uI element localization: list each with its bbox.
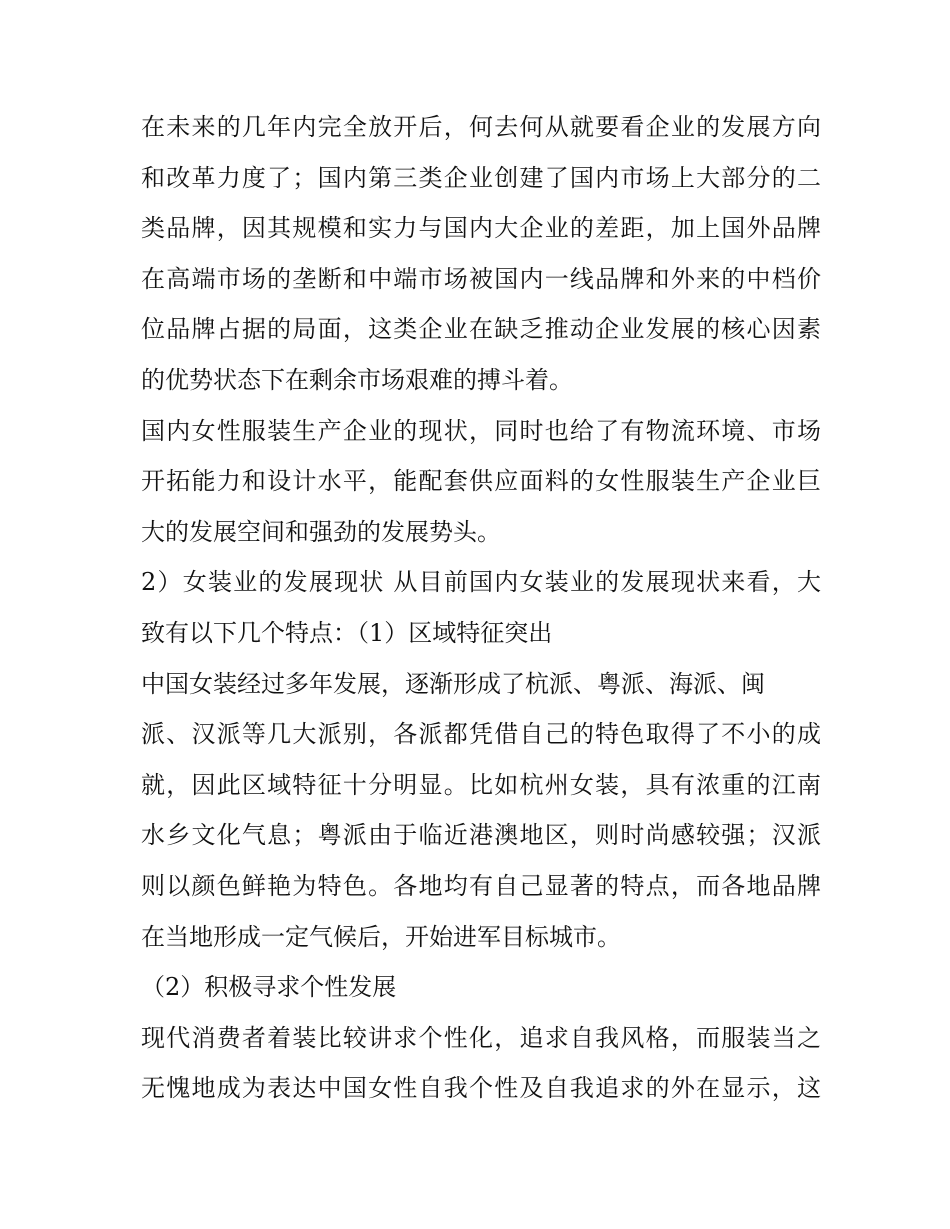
text-line: 就，因此区域特征十分明显。比如杭州女装，具有浓重的江南 — [141, 770, 821, 799]
text-line: 水乡文化气息；粤派由于临近港澳地区，则时尚感较强；汉派 — [141, 821, 821, 850]
text-line: 类品牌，因其规模和实力与国内大企业的差距，加上国外品牌 — [141, 214, 821, 243]
text-line: 在高端市场的垄断和中端市场被国内一线品牌和外来的中档价 — [141, 264, 821, 293]
text-line: 现代消费者着装比较讲求个性化，追求自我风格，而服装当之 — [141, 1023, 821, 1052]
text-line: 位品牌占据的局面，这类企业在缺乏推动企业发展的核心因素 — [141, 315, 821, 344]
body-text — [141, 102, 821, 1114]
text-line: 则以颜色鲜艳为特色。各地均有自己显著的特点，而各地品牌 — [141, 871, 821, 900]
text-line: 派、汉派等几大派别，各派都凭借自己的特色取得了不小的成 — [141, 720, 821, 749]
text-line: 和改革力度了；国内第三类企业创建了国内市场上大部分的二 — [141, 163, 821, 192]
text-line: 国内女性服装生产企业的现状，同时也给了有物流环境、市场 — [141, 416, 821, 445]
text-line: 开拓能力和设计水平，能配套供应面料的女性服装生产企业巨 — [141, 467, 821, 496]
text-line: 无愧地成为表达中国女性自我个性及自我追求的外在显示，这 — [141, 1074, 821, 1103]
text-line: 大的发展空间和强劲的发展势头。 — [141, 517, 501, 546]
text-line: （2）积极寻求个性发展 — [141, 973, 397, 1002]
text-line: 的优势状态下在剩余市场艰难的搏斗着。 — [141, 365, 573, 394]
text-line: 在未来的几年内完全放开后，何去何从就要看企业的发展方向 — [141, 113, 821, 141]
text-line: 2）女装业的发展现状 从目前国内女装业的发展现状来看，大 — [141, 568, 821, 597]
text-line: 致有以下几个特点：（1）区域特征突出 — [141, 618, 553, 647]
text-line: 在当地形成一定气候后，开始进军目标城市。 — [141, 922, 621, 951]
text-line: 中国女装经过多年发展，逐渐形成了杭派、粤派、海派、闽 — [141, 669, 765, 698]
